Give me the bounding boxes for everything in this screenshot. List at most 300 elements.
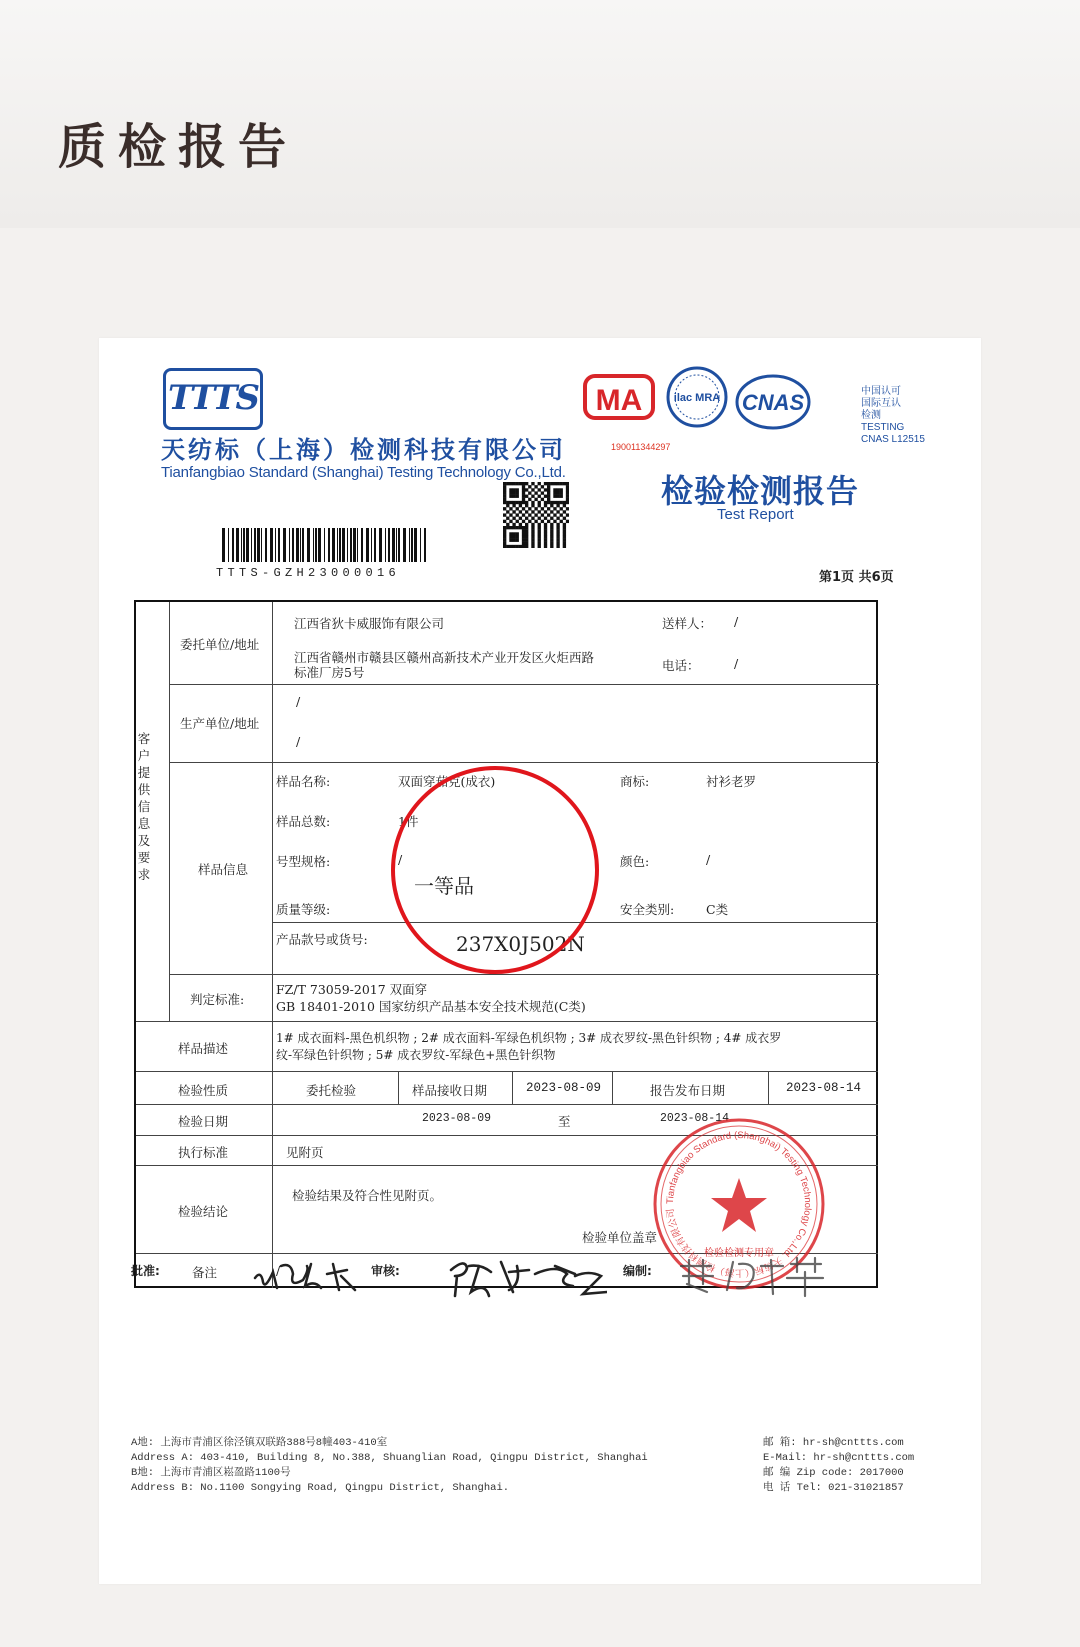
seal-bottom-text: 检验检测专用章 xyxy=(704,1248,774,1259)
qr-module xyxy=(547,485,550,488)
qr-module xyxy=(544,517,547,520)
qr-module xyxy=(519,517,522,520)
qr-module xyxy=(544,539,547,542)
qr-module xyxy=(506,526,509,529)
qr-module xyxy=(563,535,566,538)
qr-module xyxy=(522,520,525,523)
company-logo: TTTS xyxy=(163,368,263,430)
report-sheet xyxy=(99,338,981,1584)
qr-module xyxy=(522,495,525,498)
qr-module xyxy=(563,517,566,520)
qr-module xyxy=(522,501,525,504)
qr-module xyxy=(560,513,563,516)
qr-module xyxy=(522,529,525,532)
report-title-en: Test Report xyxy=(717,506,794,523)
test-date-to-label: 至 xyxy=(558,1114,571,1129)
qr-module xyxy=(516,501,519,504)
barcode-bar xyxy=(385,528,386,562)
barcode-bar xyxy=(388,528,390,562)
safety-label: 安全类别: xyxy=(620,902,675,917)
grade-value: 一等品 xyxy=(414,874,474,898)
qr-module xyxy=(519,510,522,513)
qr-module xyxy=(509,482,512,485)
style-label: 产品款号或货号: xyxy=(276,932,368,947)
test-date-to: 2023-08-14 xyxy=(660,1112,730,1125)
qr-module xyxy=(544,526,547,529)
qr-module xyxy=(516,495,519,498)
barcode-bar xyxy=(246,528,249,562)
qr-module xyxy=(531,535,534,538)
qr-module xyxy=(550,535,553,538)
barcode-bar xyxy=(232,528,234,562)
qr-module xyxy=(534,513,537,516)
qr-module xyxy=(503,526,506,529)
qr-module xyxy=(534,520,537,523)
qr-module xyxy=(528,485,531,488)
qr-module xyxy=(506,523,509,526)
barcode-bar xyxy=(270,528,273,562)
qr-module xyxy=(528,507,531,510)
barcode-bar xyxy=(275,528,276,562)
barcode-bar xyxy=(278,528,280,562)
qr-module xyxy=(509,488,512,491)
report-title-cn: 检验检测报告 xyxy=(661,472,860,510)
cma-code: 190011344297 xyxy=(611,442,671,452)
seal-ring-text: Tianfangbiao Standard (Shanghai) Testing Technology Co.,Ltd. 天纺标（上海）检测科技有限公司 xyxy=(664,1129,814,1279)
qr-module xyxy=(538,545,541,548)
qr-module xyxy=(544,495,547,498)
phone-label: 电话： xyxy=(662,658,700,673)
qr-module xyxy=(509,513,512,516)
qr-code xyxy=(503,482,569,548)
barcode-bar xyxy=(292,528,294,562)
qr-module xyxy=(566,485,569,488)
qr-module xyxy=(544,523,547,526)
qr-module xyxy=(522,491,525,494)
qr-module xyxy=(556,491,559,494)
page-count: 第1页 共6页 xyxy=(819,570,894,585)
qr-module xyxy=(538,529,541,532)
qr-module xyxy=(509,495,512,498)
qr-module xyxy=(544,532,547,535)
qr-module xyxy=(516,507,519,510)
qr-module xyxy=(531,542,534,545)
qr-module xyxy=(531,510,534,513)
qr-module xyxy=(566,482,569,485)
qr-module xyxy=(522,513,525,516)
qr-module xyxy=(560,482,563,485)
barcode-bar xyxy=(328,528,330,562)
qr-module xyxy=(503,535,506,538)
qr-module xyxy=(563,501,566,504)
barcode-bar xyxy=(257,528,260,562)
qr-module xyxy=(512,482,515,485)
qr-module xyxy=(550,539,553,542)
qr-module xyxy=(512,495,515,498)
count-label: 样品总数: xyxy=(276,814,331,829)
qr-module xyxy=(553,507,556,510)
qr-module xyxy=(503,529,506,532)
review-label: 审核: xyxy=(371,1264,400,1278)
barcode-bar xyxy=(374,528,376,562)
qr-module xyxy=(519,523,522,526)
barcode-bar xyxy=(251,528,252,562)
qr-module xyxy=(516,545,519,548)
qr-module xyxy=(522,539,525,542)
qr-module xyxy=(547,482,550,485)
qr-module xyxy=(516,488,519,491)
qr-module xyxy=(509,526,512,529)
qr-module xyxy=(525,517,528,520)
barcode-bar xyxy=(254,528,256,562)
barcode-bar xyxy=(261,528,262,562)
color-value: / xyxy=(706,852,711,867)
style-value: 237X0J502N xyxy=(456,932,585,956)
qr-module xyxy=(556,532,559,535)
barcode-bar xyxy=(241,528,242,562)
qr-module xyxy=(525,482,528,485)
qr-module xyxy=(547,495,550,498)
qr-module xyxy=(503,513,506,516)
barcode-bar xyxy=(371,528,372,562)
qr-module xyxy=(538,488,541,491)
qr-module xyxy=(509,545,512,548)
brand-value: 衬衫老罗 xyxy=(706,774,757,789)
ilac-mra-logo xyxy=(668,368,726,426)
qr-module xyxy=(547,520,550,523)
qr-module xyxy=(525,542,528,545)
qr-module xyxy=(544,529,547,532)
prepare-label: 编制: xyxy=(623,1264,652,1278)
qr-module xyxy=(538,495,541,498)
qr-module xyxy=(563,532,566,535)
qr-module xyxy=(522,507,525,510)
qr-module xyxy=(541,491,544,494)
barcode-bar xyxy=(350,528,352,562)
qr-module xyxy=(531,482,534,485)
qr-module xyxy=(556,495,559,498)
color-label: 颜色: xyxy=(620,854,650,869)
qr-module xyxy=(538,539,541,542)
qr-module xyxy=(516,532,519,535)
qr-module xyxy=(503,482,506,485)
conclusion-value: 检验结果及符合性见附页。 xyxy=(292,1188,443,1203)
qr-module xyxy=(566,513,569,516)
qr-module xyxy=(522,485,525,488)
qr-module xyxy=(519,504,522,507)
qr-module xyxy=(525,535,528,538)
count-value: 1件 xyxy=(398,814,419,829)
qr-module xyxy=(547,507,550,510)
qr-module xyxy=(566,495,569,498)
qr-module xyxy=(566,507,569,510)
qr-module xyxy=(547,513,550,516)
qr-module xyxy=(566,488,569,491)
qr-module xyxy=(506,504,509,507)
qr-module xyxy=(528,520,531,523)
qr-module xyxy=(506,545,509,548)
qr-module xyxy=(531,529,534,532)
qr-module xyxy=(553,520,556,523)
qr-module xyxy=(531,545,534,548)
qr-module xyxy=(531,539,534,542)
barcode-bar xyxy=(392,528,395,562)
qr-module xyxy=(512,535,515,538)
qr-module xyxy=(534,491,537,494)
client-name: 江西省狄卡威服饰有限公司 xyxy=(294,616,445,631)
company-name-en: Tianfangbiao Standard (Shanghai) Testing Technology Co.,Ltd. xyxy=(161,464,566,481)
producer-label: 生产单位/地址 xyxy=(180,716,260,731)
qr-module xyxy=(522,488,525,491)
qr-module xyxy=(509,520,512,523)
qr-module xyxy=(560,507,563,510)
qr-module xyxy=(534,507,537,510)
qr-module xyxy=(506,510,509,513)
barcode-bar xyxy=(318,528,321,562)
producer-name: / xyxy=(296,694,301,709)
qr-module xyxy=(547,488,550,491)
qr-module xyxy=(531,532,534,535)
approver-signature xyxy=(249,1256,361,1296)
barcode-bar xyxy=(289,528,290,562)
qr-module xyxy=(519,526,522,529)
qr-module xyxy=(556,523,559,526)
qr-module xyxy=(509,501,512,504)
qr-module xyxy=(553,491,556,494)
qr-module xyxy=(512,532,515,535)
qr-module xyxy=(519,482,522,485)
qr-module xyxy=(544,545,547,548)
qr-module xyxy=(531,501,534,504)
qr-module xyxy=(544,504,547,507)
preparer-signature xyxy=(675,1254,831,1298)
description-label: 样品描述 xyxy=(178,1041,229,1056)
standard-label: 判定标准: xyxy=(190,992,245,1007)
qr-module xyxy=(556,539,559,542)
qr-module xyxy=(541,498,544,501)
svg-text:ilac MRA: ilac MRA xyxy=(673,392,721,404)
qr-module xyxy=(541,507,544,510)
reviewer-signature xyxy=(447,1252,607,1298)
qr-module xyxy=(503,542,506,545)
qr-module xyxy=(522,542,525,545)
conclusion-label: 检验结论 xyxy=(178,1204,229,1219)
test-date-label: 检验日期 xyxy=(178,1114,229,1129)
qr-module xyxy=(544,488,547,491)
received-label: 样品接收日期 xyxy=(412,1083,488,1098)
qr-module xyxy=(566,491,569,494)
page-title: 质检报告 xyxy=(58,119,299,175)
qr-module xyxy=(531,517,534,520)
qr-module xyxy=(516,535,519,538)
qr-module xyxy=(556,488,559,491)
qr-module xyxy=(550,504,553,507)
barcode-bar xyxy=(265,528,267,562)
qr-module xyxy=(525,495,528,498)
cnas-text: 中国认可 国际互认 检测 TESTING CNAS L12515 xyxy=(861,386,925,445)
qr-module xyxy=(522,545,525,548)
qr-module xyxy=(503,488,506,491)
qr-module xyxy=(550,532,553,535)
qr-module xyxy=(512,517,515,520)
issued-label: 报告发布日期 xyxy=(650,1083,726,1098)
qr-module xyxy=(563,523,566,526)
qr-module xyxy=(560,520,563,523)
barcode-bar xyxy=(398,528,400,562)
qr-module xyxy=(531,504,534,507)
client-address-2: 标准厂房5号 xyxy=(294,665,365,680)
qr-module xyxy=(556,526,559,529)
barcode-bar xyxy=(353,528,356,562)
sender-value: / xyxy=(734,614,739,629)
qr-module xyxy=(509,491,512,494)
barcode-bar xyxy=(236,528,239,562)
qr-module xyxy=(531,526,534,529)
test-date-from: 2023-08-09 xyxy=(422,1112,492,1125)
barcode-bar xyxy=(342,528,345,562)
qr-module xyxy=(550,501,553,504)
sample-name-label: 样品名称: xyxy=(276,774,331,789)
qr-module xyxy=(538,504,541,507)
qr-module xyxy=(525,510,528,513)
barcode-bar xyxy=(243,528,245,562)
qr-module xyxy=(556,510,559,513)
side-label: 客户提供信息及要求 xyxy=(137,731,151,882)
qr-module xyxy=(503,532,506,535)
qr-module xyxy=(516,520,519,523)
qr-module xyxy=(528,491,531,494)
qr-module xyxy=(566,520,569,523)
barcode-bar xyxy=(411,528,413,562)
qr-module xyxy=(525,488,528,491)
qr-module xyxy=(503,485,506,488)
qr-module xyxy=(544,501,547,504)
qr-module xyxy=(512,539,515,542)
qr-module xyxy=(538,523,541,526)
qr-module xyxy=(538,482,541,485)
qr-module xyxy=(553,488,556,491)
barcode-bar xyxy=(222,528,225,562)
qr-module xyxy=(525,545,528,548)
qr-module xyxy=(541,520,544,523)
qr-module xyxy=(516,539,519,542)
barcode-bar xyxy=(332,528,335,562)
barcode-bar xyxy=(300,528,301,562)
page-header xyxy=(0,0,1080,228)
received-value: 2023-08-09 xyxy=(526,1081,602,1095)
footer-contacts: 邮 箱: hr-sh@cnttts.com E-Mail: hr-sh@cnttts.com 邮 编 Zip code: 2017000 电 话 Tel: 021-31021857 xyxy=(763,1437,915,1494)
qr-module xyxy=(556,542,559,545)
seal-label: 检验单位盖章 xyxy=(582,1230,658,1245)
qr-module xyxy=(522,498,525,501)
qr-module xyxy=(556,535,559,538)
qr-module xyxy=(522,526,525,529)
qr-module xyxy=(516,513,519,516)
qr-module xyxy=(503,491,506,494)
qr-module xyxy=(566,498,569,501)
exec-standard-label: 执行标准 xyxy=(178,1145,229,1160)
approve-label: 批准: xyxy=(131,1264,160,1278)
qr-module xyxy=(531,488,534,491)
qr-module xyxy=(556,482,559,485)
safety-value: C类 xyxy=(706,902,729,917)
barcode-bar xyxy=(379,528,382,562)
qr-module xyxy=(538,510,541,513)
qr-module xyxy=(506,482,509,485)
qr-module xyxy=(556,501,559,504)
qr-module xyxy=(525,526,528,529)
qr-module xyxy=(503,501,506,504)
seal-star-icon xyxy=(711,1178,767,1232)
qr-module xyxy=(563,482,566,485)
phone-value: / xyxy=(734,656,739,671)
svg-text:MA: MA xyxy=(595,384,643,417)
sample-name-value: 双面穿茄克(成衣) xyxy=(398,774,496,789)
qr-module xyxy=(509,535,512,538)
qr-module xyxy=(556,529,559,532)
qr-module xyxy=(509,532,512,535)
qr-module xyxy=(538,532,541,535)
report-number: TTTS-GZH23000016 xyxy=(216,566,401,580)
remark-label: 备注 xyxy=(192,1265,218,1280)
footer-addresses: A地: 上海市青浦区徐泾镇双联路388号8幢403-410室 Address A: 403-410, Building 8, No.388, Shuanglian Road, Qingpu District, Shanghai B地: 上海市青浦区崧盈路1100号 Address B: No.1100 Songying Road, Qingpu District, Shanghai. xyxy=(131,1437,648,1494)
barcode-bar xyxy=(339,528,341,562)
qr-module xyxy=(506,501,509,504)
qr-module xyxy=(503,495,506,498)
barcode-bar xyxy=(361,528,363,562)
barcode-bar xyxy=(313,528,314,562)
qr-module xyxy=(563,529,566,532)
qr-module xyxy=(553,513,556,516)
qr-module xyxy=(503,498,506,501)
qr-module xyxy=(563,542,566,545)
qr-module xyxy=(512,491,515,494)
barcode-bar xyxy=(283,528,286,562)
qr-module xyxy=(522,535,525,538)
qr-module xyxy=(509,507,512,510)
qr-module xyxy=(538,535,541,538)
qr-module xyxy=(560,495,563,498)
grade-label: 质量等级: xyxy=(276,902,331,917)
qr-module xyxy=(512,501,515,504)
qr-module xyxy=(538,526,541,529)
remark-value: / xyxy=(276,1263,281,1278)
qr-module xyxy=(538,517,541,520)
qr-module xyxy=(553,495,556,498)
qr-module xyxy=(522,532,525,535)
qr-module xyxy=(512,526,515,529)
qr-module xyxy=(550,545,553,548)
standard-line-2: GB 18401-2010 国家纺织产品基本安全技术规范(C类) xyxy=(276,999,586,1014)
qr-module xyxy=(516,482,519,485)
qr-module xyxy=(512,523,515,526)
test-type-label: 检验性质 xyxy=(178,1083,229,1098)
qr-module xyxy=(525,539,528,542)
qr-module xyxy=(563,526,566,529)
cma-logo xyxy=(585,376,653,418)
qr-module xyxy=(550,517,553,520)
qr-module xyxy=(512,545,515,548)
brand-label: 商标: xyxy=(620,774,650,789)
qr-module xyxy=(547,498,550,501)
qr-module xyxy=(525,523,528,526)
qr-module xyxy=(544,510,547,513)
test-type-value: 委托检验 xyxy=(306,1083,357,1098)
qr-module xyxy=(544,535,547,538)
qr-module xyxy=(553,482,556,485)
qr-module xyxy=(525,532,528,535)
qr-module xyxy=(528,498,531,501)
